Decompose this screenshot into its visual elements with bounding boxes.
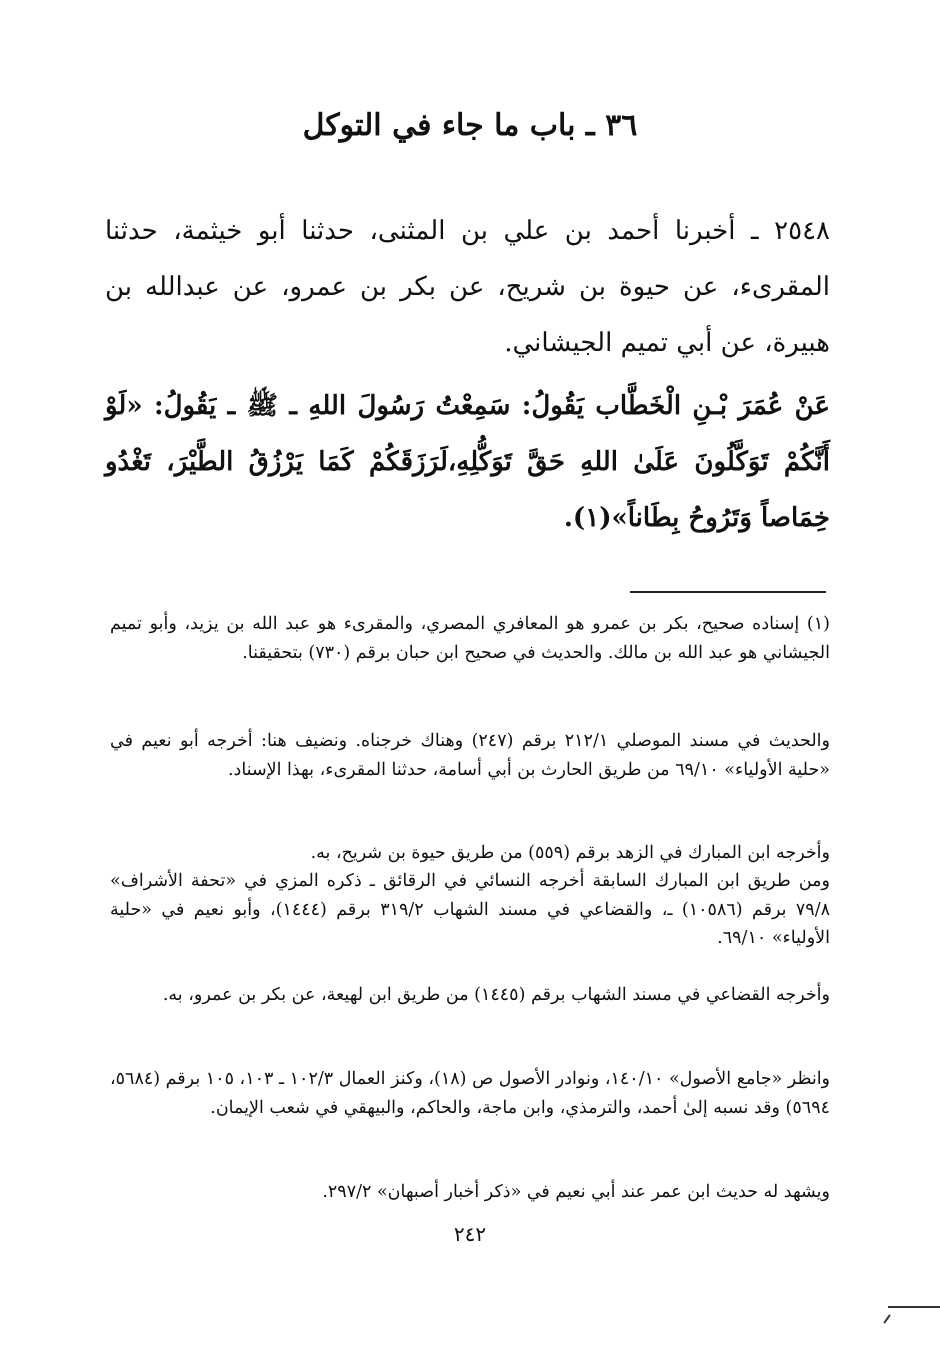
footnote-para-5: وأخرجه القضاعي في مسند الشهاب برقم (١٤٤٥) من طريق ابن لهيعة، عن بكر بن عمرو، به. (162, 985, 830, 1005)
footnote-para-3: وأخرجه ابن المبارك في الزهد برقم (٥٥٩) من طريق حيوة بن شريح، به. (310, 843, 830, 863)
footnote-para-2: والحديث في مسند الموصلي ٢١٢/١ برقم (٢٤٧) وهناك خرجناه. ونضيف هنا: أخرجه أبو نعيم في «حلية الأولياء» ٦٩/١٠ من طريق الحارث بن أبي أسامة، حدثنا المقرىء، بهذا الإسناد. (110, 731, 830, 780)
footnote-separator (630, 591, 826, 593)
scan-edge-tick (883, 1314, 890, 1323)
chapter-title: ٣٦ ـ باب ما جاء في التوكل (302, 108, 638, 143)
footnote-1: (١) إسناده صحيح، بكر بن عمرو هو المعافري المصري، والمقرىء هو عبد الله بن يزيد، وأبو تميم الجيشاني هو عبد الله بن مالك. والحديث في صحيح ابن حبان برقم (٧٣٠) بتحقيقنا. (110, 614, 830, 663)
page-number: ٢٤٢ (453, 1222, 487, 1246)
hadith-chain: ٢٥٤٨ ـ أخبرنا أحمد بن علي بن المثنى، حدثنا أبو خيثمة، حدثنا المقرىء، عن حيوة بن شريح، عن بكر بن عمرو، عن عبدالله بن هبيرة، عن أبي تميم الجيشاني. (105, 216, 830, 358)
footnote-para-4: ومن طريق ابن المبارك السابقة أخرجه النسائي في الرقائق ـ ذكره المزي في «تحفة الأشراف» ٧٩/٨ برقم (١٠٥٨٦) ـ، والقضاعي في مسند الشهاب ٣١٩/٢ برقم (١٤٤٤)، وأبو نعيم في «حلية الأولياء» ٦٩/١٠. (110, 871, 831, 948)
scan-edge-line (888, 1306, 940, 1308)
footnote-para-7: ويشهد له حديث ابن عمر عند أبي نعيم في «ذكر أخبار أصبهان» ٢٩٧/٢. (322, 1182, 830, 1202)
hadith-text: عَنْ عُمَرَ بْـنِ الْخَطَّاب يَقُولُ: سَمِعْتُ رَسُولَ اللهِ ـ ﷺ ـ يَقُولُ: «لَوْ أَنَّكُمْ تَوَكَّلُونَ عَلَىٰ اللهِ حَقَّ تَوَكُّلِهِ،لَرَزَقَكُمْ كَمَا يَرْزُقُ الطَّيْرَ، تَغْدُو خِمَاصاً وَتَرُوحُ بِطَاناً»(١). (105, 391, 830, 533)
footnote-para-6: وانظر «جامع الأصول» ١٤٠/١٠، ونوادر الأصول ص (١٨)، وكنز العمال ١٠٢/٣ ـ ١٠٣، ١٠٥ برقم (٥٦٨٤، ٥٦٩٤) وقد نسبه إلىٰ أحمد، والترمذي، وابن ماجة، والحاكم، والبيهقي في شعب الإيمان. (110, 1069, 831, 1118)
